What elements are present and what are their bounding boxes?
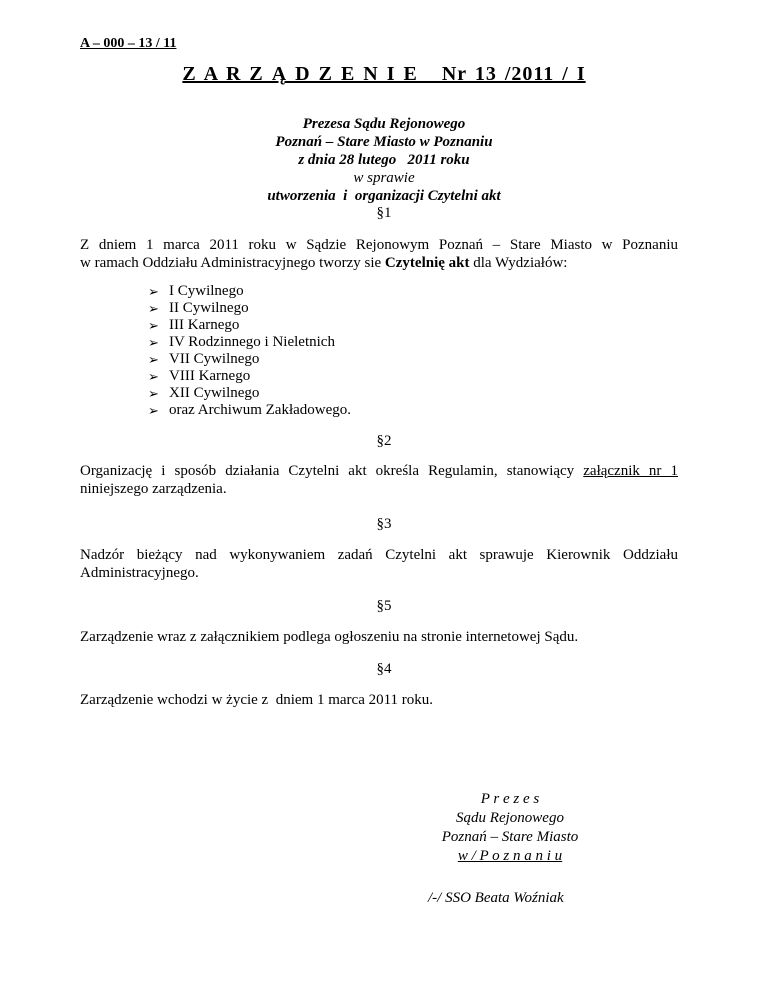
section-2-line-1-pre: Organizację i sposób działania Czytelni akt określa Regulamin, stanowiący [80,463,584,479]
section-mark-4: §4 [376,661,392,677]
list-item: ➢ IV Rodzinnego i Nieletnich [148,334,335,350]
section-3-line-1: Nadzór bieżący nad wykonywaniem zadań Czytelni akt sprawuje Kierownik Oddziału [80,547,678,563]
section-4-text: Zarządzenie wchodzi w życie z dniem 1 marca 2011 roku. [80,692,434,708]
section-1-paragraph [80,237,678,273]
attachment-reference: załącznik nr 1 [583,463,678,479]
issuer-date: z dnia 28 lutego 2011 roku [298,152,470,168]
section-mark-2: §2 [376,433,392,449]
reading-room-term: Czytelnię akt [384,255,470,271]
list-item: ➢ oraz Archiwum Zakładowego. [148,402,352,418]
issuer-line-1: Prezesa Sądu Rejonowego [302,116,466,132]
issuer-in-matter: w sprawie [353,170,415,186]
section-2-line-1 [80,463,678,481]
arrow-bullet-icon: ➢ [148,318,159,333]
section-1-line-2-pre: w ramach Oddziału Administracyjnego tworzy sie [80,255,385,271]
signer-name: /-/ SSO Beata Woźniak [428,890,564,906]
issuer-line-2: Poznań – Stare Miasto w Poznaniu [275,134,493,150]
document-title [0,63,768,85]
arrow-bullet-icon: ➢ [148,352,159,367]
signature-block [400,791,620,867]
arrow-bullet-icon: ➢ [148,369,159,384]
signature-city: w / P o z n a n i u [457,848,563,864]
section-1-line-2-post: dla Wydziałów: [469,255,568,271]
list-item: ➢ VII Cywilnego [148,351,260,367]
section-5-text: Zarządzenie wraz z załącznikiem podlega ogłoszeniu na stronie internetowej Sądu. [80,629,579,645]
issuer-block [0,116,768,206]
section-5-paragraph [80,629,678,647]
section-1-line-1: Z dniem 1 marca 2011 roku w Sądzie Rejonowym Poznań – Stare Miasto w Poznaniu [80,237,678,253]
section-2-line-2: niniejszego zarządzenia. [80,481,227,497]
arrow-bullet-icon: ➢ [148,335,159,350]
list-item: ➢ III Karnego [148,317,240,333]
section-3-line-2: Administracyjnego. [80,565,199,581]
signature-title: P r e z e s [480,791,540,807]
arrow-bullet-icon: ➢ [148,386,159,401]
arrow-bullet-icon: ➢ [148,403,159,418]
list-item: ➢ I Cywilnego [148,283,244,299]
signature-district: Poznań – Stare Miasto [441,829,579,845]
document-reference: A – 000 – 13 / 11 [80,36,177,51]
title-text: Z A R Z Ą D Z E N I E Nr 13 /2011 / I [182,63,586,85]
section-mark-1: §1 [376,205,392,221]
section-mark-3: §3 [376,516,392,532]
section-2-paragraph [80,463,678,499]
section-3-paragraph [80,547,678,583]
list-item: ➢ XII Cywilnego [148,385,260,401]
arrow-bullet-icon: ➢ [148,284,159,299]
departments-list [148,283,351,419]
issuer-subject: utworzenia i organizacji Czytelni akt [267,188,501,204]
section-1-line-2 [80,255,678,273]
list-item: ➢ II Cywilnego [148,300,249,316]
signature-court: Sądu Rejonowego [456,810,564,826]
list-item: ➢ VIII Karnego [148,368,251,384]
arrow-bullet-icon: ➢ [148,301,159,316]
section-mark-5: §5 [376,598,392,614]
section-4-paragraph [80,692,678,710]
